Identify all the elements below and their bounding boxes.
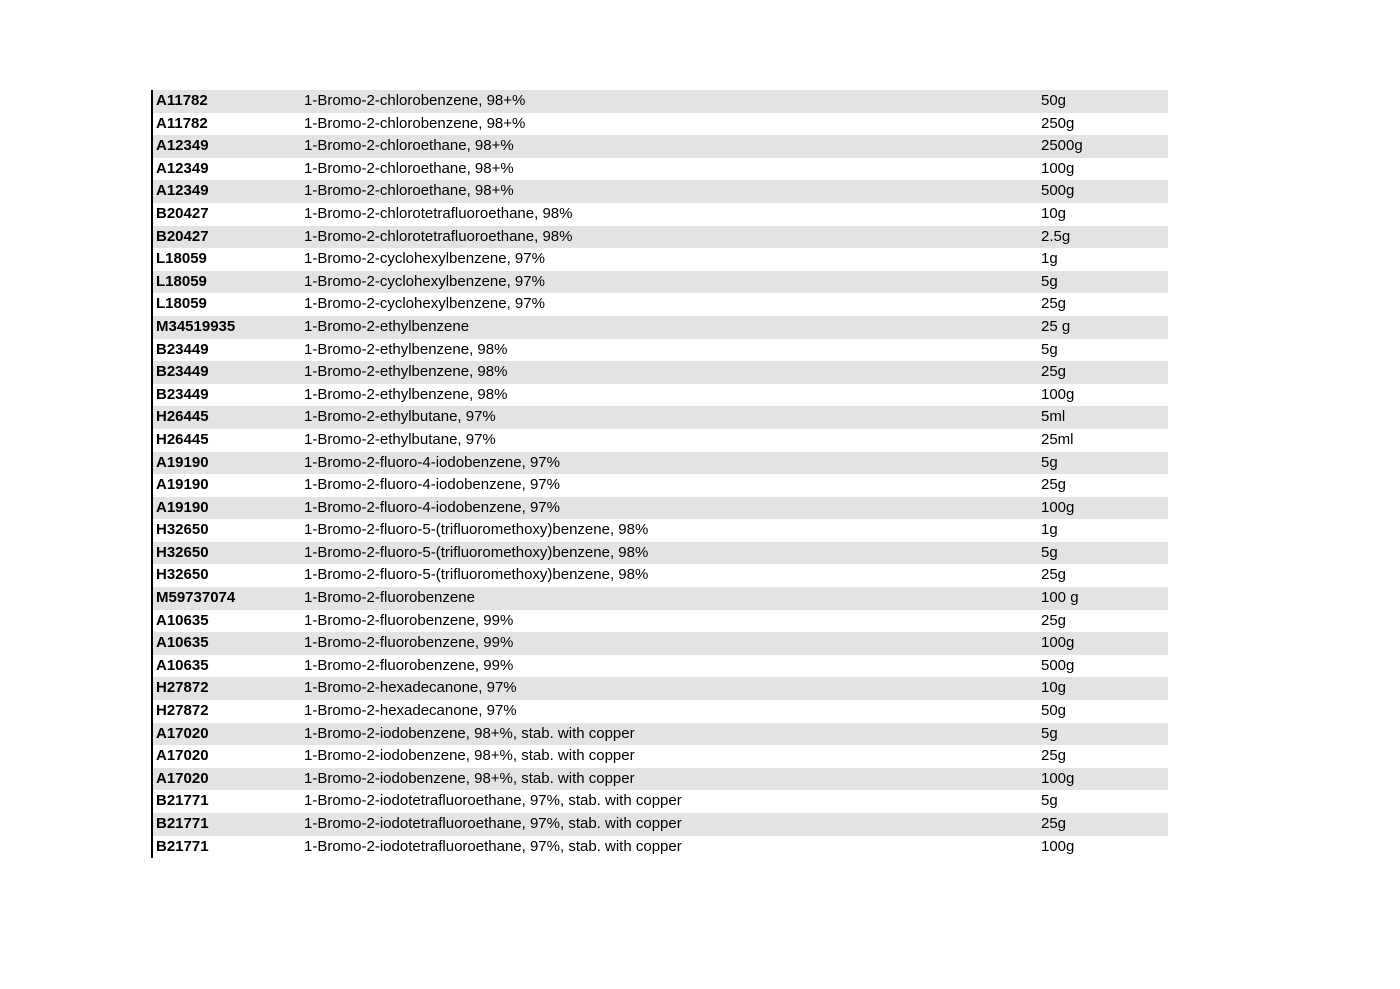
package-size: 10g	[1041, 679, 1067, 697]
product-name: 1-Bromo-2-chlorotetrafluoroethane, 98%	[304, 227, 573, 245]
catalog-number: H32650	[156, 566, 209, 584]
catalog-number: H26445	[156, 430, 209, 448]
catalog-number: B21771	[156, 837, 209, 855]
table-row	[153, 655, 1168, 678]
product-name: 1-Bromo-2-iodotetrafluoroethane, 97%, stab. with copper	[304, 815, 682, 832]
package-size: 5ml	[1041, 408, 1066, 426]
catalog-number: M34519935	[156, 317, 236, 335]
table-row	[153, 474, 1168, 497]
table-row	[153, 406, 1168, 429]
package-size: 25g	[1041, 611, 1067, 629]
package-size: 5g	[1041, 453, 1058, 471]
package-size: 5g	[1041, 543, 1058, 561]
product-name: 1-Bromo-2-chlorobenzene, 98+%	[304, 92, 526, 109]
package-size: 100g	[1041, 159, 1075, 177]
catalog-number: B21771	[156, 815, 209, 832]
table-row	[153, 203, 1168, 226]
package-size: 2.5g	[1041, 227, 1071, 245]
product-name: 1-Bromo-2-iodotetrafluoroethane, 97%, stab. with copper	[304, 792, 682, 810]
table-row	[153, 226, 1168, 249]
catalog-number: L18059	[156, 250, 207, 268]
product-name: 1-Bromo-2-cyclohexylbenzene, 97%	[304, 272, 545, 290]
table-row	[153, 813, 1168, 836]
catalog-number: A19190	[156, 476, 209, 494]
package-size: 100g	[1041, 634, 1075, 652]
table-row	[153, 429, 1168, 452]
product-name: 1-Bromo-2-ethylbenzene, 98%	[304, 385, 508, 403]
product-name: 1-Bromo-2-fluorobenzene	[304, 589, 475, 607]
table-row	[153, 497, 1168, 520]
package-size: 5g	[1041, 792, 1058, 810]
catalog-number: A11782	[156, 92, 208, 109]
catalog-number: L18059	[156, 295, 207, 313]
package-size: 25g	[1041, 747, 1067, 765]
table-row	[153, 610, 1168, 633]
product-name: 1-Bromo-2-ethylbenzene, 98%	[304, 340, 508, 358]
package-size: 50g	[1041, 92, 1067, 109]
product-name: 1-Bromo-2-fluoro-5-(trifluoromethoxy)benzene, 98%	[304, 543, 649, 561]
package-size: 25g	[1041, 363, 1067, 381]
catalog-number: B23449	[156, 363, 209, 381]
product-name: 1-Bromo-2-ethylbenzene	[304, 317, 470, 335]
catalog-number: A10635	[156, 611, 209, 629]
package-size: 100 g	[1041, 589, 1079, 607]
table-row	[153, 587, 1168, 610]
table-row	[153, 293, 1168, 316]
package-size: 250g	[1041, 114, 1075, 132]
package-size: 25g	[1041, 476, 1067, 494]
package-size: 10g	[1041, 204, 1067, 222]
package-size: 2500g	[1041, 137, 1083, 155]
product-name: 1-Bromo-2-chloroethane, 98+%	[304, 159, 514, 177]
product-name: 1-Bromo-2-chloroethane, 98+%	[304, 182, 514, 200]
table-row	[153, 339, 1168, 362]
package-size: 5g	[1041, 340, 1058, 358]
catalog-number: A11782	[156, 114, 208, 132]
package-size: 25 g	[1041, 317, 1071, 335]
product-name: 1-Bromo-2-fluorobenzene, 99%	[304, 656, 514, 674]
catalog-number: B23449	[156, 385, 209, 403]
product-name: 1-Bromo-2-ethylbutane, 97%	[304, 408, 496, 426]
product-name: 1-Bromo-2-iodobenzene, 98+%, stab. with copper	[304, 747, 635, 765]
package-size: 1g	[1041, 250, 1058, 268]
catalog-number: H32650	[156, 543, 209, 561]
product-table	[151, 90, 1168, 858]
table-row	[153, 836, 1168, 859]
catalog-number: H26445	[156, 408, 209, 426]
package-size: 25g	[1041, 566, 1067, 584]
catalog-number: A12349	[156, 159, 209, 177]
product-name: 1-Bromo-2-cyclohexylbenzene, 97%	[304, 250, 545, 268]
product-name: 1-Bromo-2-iodotetrafluoroethane, 97%, stab. with copper	[304, 837, 682, 855]
catalog-number: A10635	[156, 656, 209, 674]
catalog-number: A12349	[156, 182, 209, 200]
table-row	[153, 113, 1168, 136]
catalog-number: H27872	[156, 679, 209, 697]
table-row	[153, 90, 1168, 113]
product-name: 1-Bromo-2-fluorobenzene, 99%	[304, 634, 514, 652]
table-row	[153, 384, 1168, 407]
catalog-number: A17020	[156, 747, 209, 765]
product-name: 1-Bromo-2-iodobenzene, 98+%, stab. with copper	[304, 769, 635, 787]
package-size: 100g	[1041, 498, 1075, 516]
product-name: 1-Bromo-2-cyclohexylbenzene, 97%	[304, 295, 545, 313]
catalog-number: H27872	[156, 702, 209, 720]
package-size: 100g	[1041, 837, 1075, 855]
catalog-number: B20427	[156, 227, 209, 245]
table-row	[153, 180, 1168, 203]
table-row	[153, 745, 1168, 768]
table-row	[153, 158, 1168, 181]
product-name: 1-Bromo-2-fluoro-4-iodobenzene, 97%	[304, 453, 560, 471]
catalog-number: A10635	[156, 634, 209, 652]
table-row	[153, 248, 1168, 271]
table-row	[153, 316, 1168, 339]
product-name: 1-Bromo-2-chlorotetrafluoroethane, 98%	[304, 204, 573, 222]
product-name: 1-Bromo-2-fluoro-5-(trifluoromethoxy)benzene, 98%	[304, 521, 649, 539]
catalog-number: B21771	[156, 792, 209, 810]
product-name: 1-Bromo-2-fluoro-4-iodobenzene, 97%	[304, 498, 560, 516]
product-name: 1-Bromo-2-hexadecanone, 97%	[304, 679, 517, 697]
catalog-number: L18059	[156, 272, 207, 290]
product-name: 1-Bromo-2-chlorobenzene, 98+%	[304, 114, 526, 132]
catalog-number: B20427	[156, 204, 209, 222]
catalog-number: H32650	[156, 521, 209, 539]
product-name: 1-Bromo-2-iodobenzene, 98+%, stab. with copper	[304, 724, 635, 742]
table-row	[153, 542, 1168, 565]
table-row	[153, 677, 1168, 700]
table-row	[153, 632, 1168, 655]
table-row	[153, 723, 1168, 746]
table-row	[153, 564, 1168, 587]
catalog-number: A19190	[156, 498, 209, 516]
package-size: 25ml	[1041, 430, 1074, 448]
catalog-number: A17020	[156, 769, 209, 787]
product-name: 1-Bromo-2-hexadecanone, 97%	[304, 702, 517, 720]
package-size: 5g	[1041, 724, 1058, 742]
product-name: 1-Bromo-2-ethylbenzene, 98%	[304, 363, 508, 381]
catalog-number: A12349	[156, 137, 209, 155]
package-size: 1g	[1041, 521, 1058, 539]
package-size: 50g	[1041, 702, 1067, 720]
catalog-number: M59737074	[156, 589, 236, 607]
table-row	[153, 768, 1168, 791]
table-row	[153, 135, 1168, 158]
table-row	[153, 361, 1168, 384]
product-name: 1-Bromo-2-ethylbutane, 97%	[304, 430, 496, 448]
table-row	[153, 452, 1168, 475]
table-row	[153, 271, 1168, 294]
package-size: 500g	[1041, 182, 1075, 200]
package-size: 25g	[1041, 295, 1067, 313]
table-row	[153, 790, 1168, 813]
catalog-number: A17020	[156, 724, 209, 742]
table-row	[153, 700, 1168, 723]
product-name: 1-Bromo-2-chloroethane, 98+%	[304, 137, 514, 155]
package-size: 500g	[1041, 656, 1075, 674]
package-size: 25g	[1041, 815, 1067, 832]
catalog-number: B23449	[156, 340, 209, 358]
package-size: 5g	[1041, 272, 1058, 290]
product-name: 1-Bromo-2-fluoro-4-iodobenzene, 97%	[304, 476, 560, 494]
package-size: 100g	[1041, 769, 1075, 787]
package-size: 100g	[1041, 385, 1075, 403]
table-row	[153, 519, 1168, 542]
product-name: 1-Bromo-2-fluoro-5-(trifluoromethoxy)benzene, 98%	[304, 566, 649, 584]
product-name: 1-Bromo-2-fluorobenzene, 99%	[304, 611, 514, 629]
catalog-number: A19190	[156, 453, 209, 471]
